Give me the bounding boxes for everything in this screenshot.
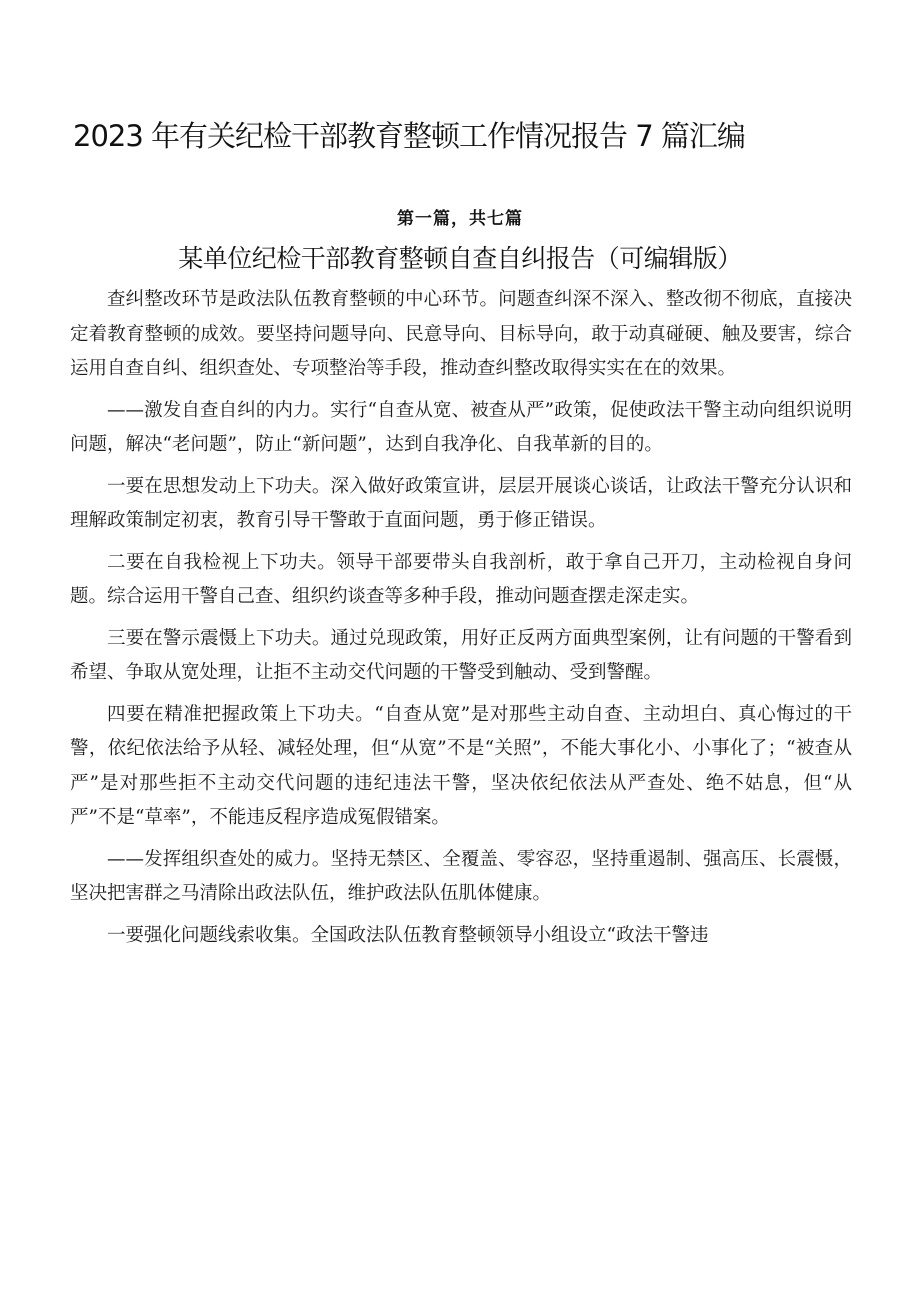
document-title: 2023 年有关纪检干部教育整顿工作情况报告 7 篇汇编 bbox=[73, 119, 745, 153]
paragraph: 查纠整改环节是政法队伍教育整顿的中心环节。问题查纠深不深入、整改彻不彻底，直接决定着教育整顿的成效。要坚持问题导向、民意导向、目标导向，敢于动真碰硬、触及要害，综合运用自查自纠、组织查处、专项整治等手段，推动查纠整改取得实实在在的效果。 bbox=[70, 289, 852, 379]
paragraph: ——发挥组织查处的威力。坚持无禁区、全覆盖、零容忍，坚持重遏制、强高压、长震慑，坚决把害群之马清除出政法队伍，维护政法队伍肌体健康。 bbox=[70, 848, 852, 904]
paragraph: 四要在精准把握政策上下功夫。“自查从宽”是对那些主动自查、主动坦白、真心悔过的干警，依纪依法给予从轻、减轻处理，但“从宽”不是“关照”，不能大事化小、小事化了；“被查从严”是对那些拒不主动交代问题的违纪违法干警，坚决依纪依法从严查处、绝不姑息，但“从严”不是“草率”，不能违反程序造成冤假错案。 bbox=[70, 703, 852, 828]
paragraph: 一要在思想发动上下功夫。深入做好政策宣讲，层层开展谈心谈话，让政法干警充分认识和理解政策制定初衷，教育引导干警敢于直面问题，勇于修正错误。 bbox=[70, 475, 852, 531]
paragraph: 一要强化问题线索收集。全国政法队伍教育整顿领导小组设立“政法干警违 bbox=[107, 924, 709, 946]
paragraph: 二要在自我检视上下功夫。领导干部要带头自我剖析，敢于拿自己开刀，主动检视自身问题。综合运用干警自己查、组织约谈查等多种手段，推动问题查摆走深走实。 bbox=[70, 551, 852, 607]
section-title: 某单位纪检干部教育整顿自查自纠报告（可编辑版） bbox=[178, 244, 742, 273]
paragraph: ——激发自查自纠的内力。实行“自查从宽、被查从严”政策，促使政法干警主动向组织说明问题，解决“老问题”，防止“新问题”，达到自我净化、自我革新的目的。 bbox=[70, 399, 852, 455]
section-label: 第一篇，共七篇 bbox=[397, 209, 523, 229]
document-body bbox=[70, 283, 852, 960]
paragraph: 三要在警示震慑上下功夫。通过兑现政策，用好正反两方面典型案例，让有问题的干警看到希望、争取从宽处理，让拒不主动交代问题的干警受到触动、受到警醒。 bbox=[70, 627, 852, 683]
